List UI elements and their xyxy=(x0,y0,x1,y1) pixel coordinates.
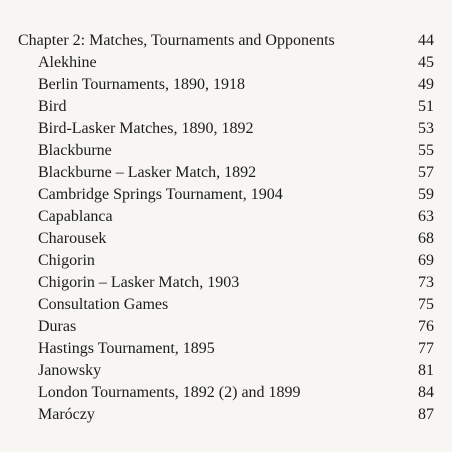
toc-entry-row xyxy=(18,360,434,382)
toc-entry-row xyxy=(18,316,434,338)
toc-entry-page-number: 69 xyxy=(418,252,434,269)
toc-entry-page-number: 84 xyxy=(418,384,434,401)
toc-entry-title: Charousek xyxy=(38,230,107,247)
toc-entry-row xyxy=(18,74,434,96)
chapter-page-number: 44 xyxy=(418,32,434,49)
toc-entry-page-number: 45 xyxy=(418,54,434,71)
toc-entry-title: Capablanca xyxy=(38,208,113,225)
toc-entry-title: Janowsky xyxy=(38,362,102,379)
toc-entry-title: Chigorin xyxy=(38,252,95,269)
chapter-title: Chapter 2: Matches, Tournaments and Opponents xyxy=(18,32,335,49)
toc-entry-page-number: 87 xyxy=(418,406,434,423)
toc-entry-title: Blackburne xyxy=(38,142,112,159)
toc-entry-row xyxy=(18,404,434,426)
toc-entry-page-number: 51 xyxy=(418,98,434,115)
toc-entry-row xyxy=(18,140,434,162)
toc-entry-row xyxy=(18,294,434,316)
toc-entry-title: Maróczy xyxy=(38,406,95,423)
toc-entry-title: Blackburne – Lasker Match, 1892 xyxy=(38,164,257,181)
toc-entry-page-number: 57 xyxy=(418,164,434,181)
table-of-contents xyxy=(18,30,434,426)
toc-entry-title: Cambridge Springs Tournament, 1904 xyxy=(38,186,283,203)
toc-entry-page-number: 73 xyxy=(418,274,434,291)
toc-entry-row xyxy=(18,206,434,228)
toc-entry-row xyxy=(18,228,434,250)
toc-entry-page-number: 75 xyxy=(418,296,434,313)
toc-entry-row xyxy=(18,184,434,206)
toc-entry-title: London Tournaments, 1892 (2) and 1899 xyxy=(38,384,301,401)
toc-entry-row xyxy=(18,272,434,294)
toc-entry-title: Hastings Tournament, 1895 xyxy=(38,340,215,357)
toc-entry-page-number: 81 xyxy=(418,362,434,379)
toc-entry-row xyxy=(18,162,434,184)
chapter-heading-row xyxy=(18,30,434,52)
toc-entry-row xyxy=(18,338,434,360)
toc-entry-page-number: 53 xyxy=(418,120,434,137)
toc-entry-title: Consultation Games xyxy=(38,296,169,313)
toc-entry-row xyxy=(18,250,434,272)
toc-entry-title: Bird xyxy=(38,98,67,115)
toc-entry-title: Chigorin – Lasker Match, 1903 xyxy=(38,274,240,291)
toc-entry-title: Alekhine xyxy=(38,54,97,71)
toc-entry-row xyxy=(18,52,434,74)
toc-entry-page-number: 68 xyxy=(418,230,434,247)
toc-entry-row xyxy=(18,118,434,140)
toc-entry-page-number: 59 xyxy=(418,186,434,203)
toc-entry-title: Bird-Lasker Matches, 1890, 1892 xyxy=(38,120,254,137)
toc-entry-page-number: 49 xyxy=(418,76,434,93)
toc-entry-page-number: 55 xyxy=(418,142,434,159)
toc-entry-page-number: 77 xyxy=(418,340,434,357)
toc-entry-row xyxy=(18,382,434,404)
toc-entry-page-number: 63 xyxy=(418,208,434,225)
toc-entry-row xyxy=(18,96,434,118)
toc-entry-page-number: 76 xyxy=(418,318,434,335)
toc-entry-title: Duras xyxy=(38,318,77,335)
toc-entry-title: Berlin Tournaments, 1890, 1918 xyxy=(38,76,246,93)
toc-entries xyxy=(18,52,434,426)
